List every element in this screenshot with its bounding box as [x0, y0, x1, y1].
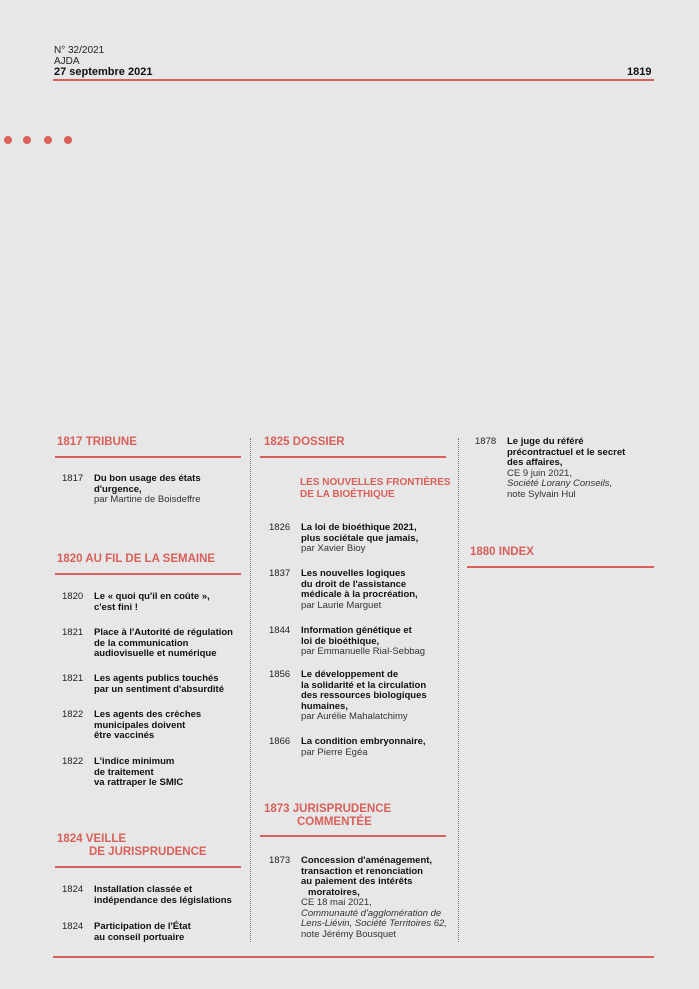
section-rule — [55, 573, 241, 575]
heading-line: 1824 VEILLE — [57, 833, 127, 845]
entry-title: médicale à la procréation, — [301, 589, 418, 600]
entry-title: d'urgence, — [94, 483, 142, 495]
entry-author: note Sylvain Hul — [507, 488, 576, 500]
section-heading-index: 1880 INDEX — [470, 546, 534, 558]
entry-author: par Laurie Marguet — [301, 599, 382, 611]
entry-author: par Martine de Boisdeffre — [94, 494, 201, 505]
section-heading-veille — [57, 833, 207, 859]
entry-page: 1856 — [269, 669, 291, 680]
section-heading-dossier: 1825 DOSSIER — [264, 436, 345, 448]
entry-case: Société Lorany Conseils, — [507, 478, 613, 489]
entry-title: Place à l'Autorité de régulation — [94, 627, 233, 638]
dossier-subheading — [300, 477, 451, 501]
entry-page: 1844 — [269, 625, 291, 636]
entry-title: moratoires, — [308, 886, 360, 898]
entry-author: par Xavier Bioy — [301, 543, 366, 554]
entry-title: Les agents des crèches — [94, 709, 202, 720]
entry-author: par Aurélie Mahalatchimy — [301, 711, 408, 722]
entry-title: transaction et renonciation — [301, 865, 423, 877]
entry-title: audiovisuelle et numérique — [94, 648, 217, 659]
entry-author: note Jérémy Bousquet — [301, 928, 397, 940]
entry-page: 1873 — [269, 855, 291, 866]
entry-title: Les agents publics touchés — [94, 673, 219, 684]
entry-title: indépendance des législations — [94, 894, 232, 906]
entry-title: au conseil portuaire — [94, 931, 185, 943]
section-heading-jurisprudence — [264, 803, 391, 829]
entry-title: Les nouvelles logiques — [301, 568, 406, 579]
entry-title: au paiement des intérêts — [301, 876, 413, 887]
section-rule — [55, 866, 241, 868]
section-heading-tribune: 1817 TRIBUNE — [57, 436, 137, 448]
section-rule — [260, 456, 446, 458]
heading-line: COMMENTÉE — [297, 816, 372, 828]
entry-title: L'indice minimum — [94, 756, 175, 767]
entry-title: la solidarité et la circulation — [301, 679, 427, 691]
entry-title: par un sentiment d'absurdité — [94, 683, 224, 695]
entry-title: être vaccinés — [94, 730, 155, 741]
entry-title: des affaires, — [507, 457, 563, 468]
entry-page: 1821 — [62, 673, 84, 684]
entry-page: 1878 — [475, 436, 497, 447]
entry-page: 1817 — [62, 473, 84, 484]
decorative-dot — [64, 136, 72, 144]
entry-title: Concession d'aménagement, — [301, 855, 433, 866]
heading-line: 1873 JURISPRUDENCE — [264, 803, 392, 815]
footer-rule — [53, 956, 654, 958]
entry-title: Le développement de — [301, 669, 399, 680]
entry-page: 1824 — [62, 884, 84, 895]
heading-line: DE JURISPRUDENCE — [89, 846, 207, 858]
page-number: 1819 — [627, 66, 652, 78]
entry-page: 1824 — [62, 921, 84, 932]
section-rule — [260, 835, 446, 837]
entry-reference: CE 18 mai 2021, — [301, 897, 372, 908]
entry-page: 1826 — [269, 522, 291, 533]
entry-title: des ressources biologiques — [301, 690, 427, 701]
entry-title: Du bon usage des états — [94, 473, 201, 484]
entry-title: La condition embryonnaire, — [301, 736, 426, 747]
entry-title: de traitement — [94, 766, 154, 778]
entry-title: La loi de bioéthique 2021, — [301, 522, 417, 533]
entry-page: 1821 — [62, 627, 84, 638]
decorative-dot — [4, 136, 12, 144]
entry-title: Le juge du référé — [507, 436, 584, 447]
journal-name: AJDA — [54, 56, 80, 67]
column-separator — [250, 438, 251, 942]
entry-page: 1822 — [62, 756, 84, 767]
entry-title: va rattraper le SMIC — [94, 777, 184, 788]
section-rule — [55, 456, 241, 458]
entry-title: Information génétique et — [301, 625, 412, 636]
entry-title: du droit de l'assistance — [301, 578, 407, 590]
entry-reference: CE 9 juin 2021, — [507, 467, 572, 479]
entry-title: plus sociétale que jamais, — [301, 532, 419, 544]
entry-author: par Emmanuelle Rial-Sebbag — [301, 646, 426, 657]
entry-case: Communauté d'agglomération de — [301, 907, 442, 919]
entry-title: de la communication — [94, 637, 189, 649]
header-rule — [53, 79, 654, 81]
entry-page: 1820 — [62, 591, 84, 602]
entry-title: humaines, — [301, 700, 348, 712]
entry-case: Lens-Liévin, Société Territoires 62, — [301, 918, 447, 929]
issue-number: N° 32/2021 — [54, 45, 105, 56]
entry-title: Le « quoi qu'il en coûte », — [94, 591, 210, 602]
subheading-line: DE LA BIOÉTHIQUE — [300, 489, 395, 500]
column-separator — [458, 438, 459, 942]
entry-author: par Pierre Egéa — [301, 746, 368, 758]
entry-title: Participation de l'État — [94, 921, 191, 932]
entry-page: 1822 — [62, 709, 84, 720]
decorative-dot — [23, 136, 31, 144]
decorative-dot — [44, 136, 52, 144]
entry-title: Installation classée et — [94, 884, 193, 895]
entry-title: loi de bioéthique, — [301, 635, 380, 647]
entry-title: municipales doivent — [94, 719, 186, 731]
entry-page: 1866 — [269, 736, 291, 747]
section-rule — [467, 566, 654, 568]
subheading-line: LES NOUVELLES FRONTIÈRES — [300, 477, 451, 488]
entry-page: 1837 — [269, 568, 291, 579]
section-heading-semaine: 1820 AU FIL DE LA SEMAINE — [57, 553, 216, 565]
entry-title: c'est fini ! — [94, 601, 138, 613]
entry-title: précontractuel et le secret — [507, 446, 626, 458]
issue-date: 27 septembre 2021 — [54, 66, 153, 78]
